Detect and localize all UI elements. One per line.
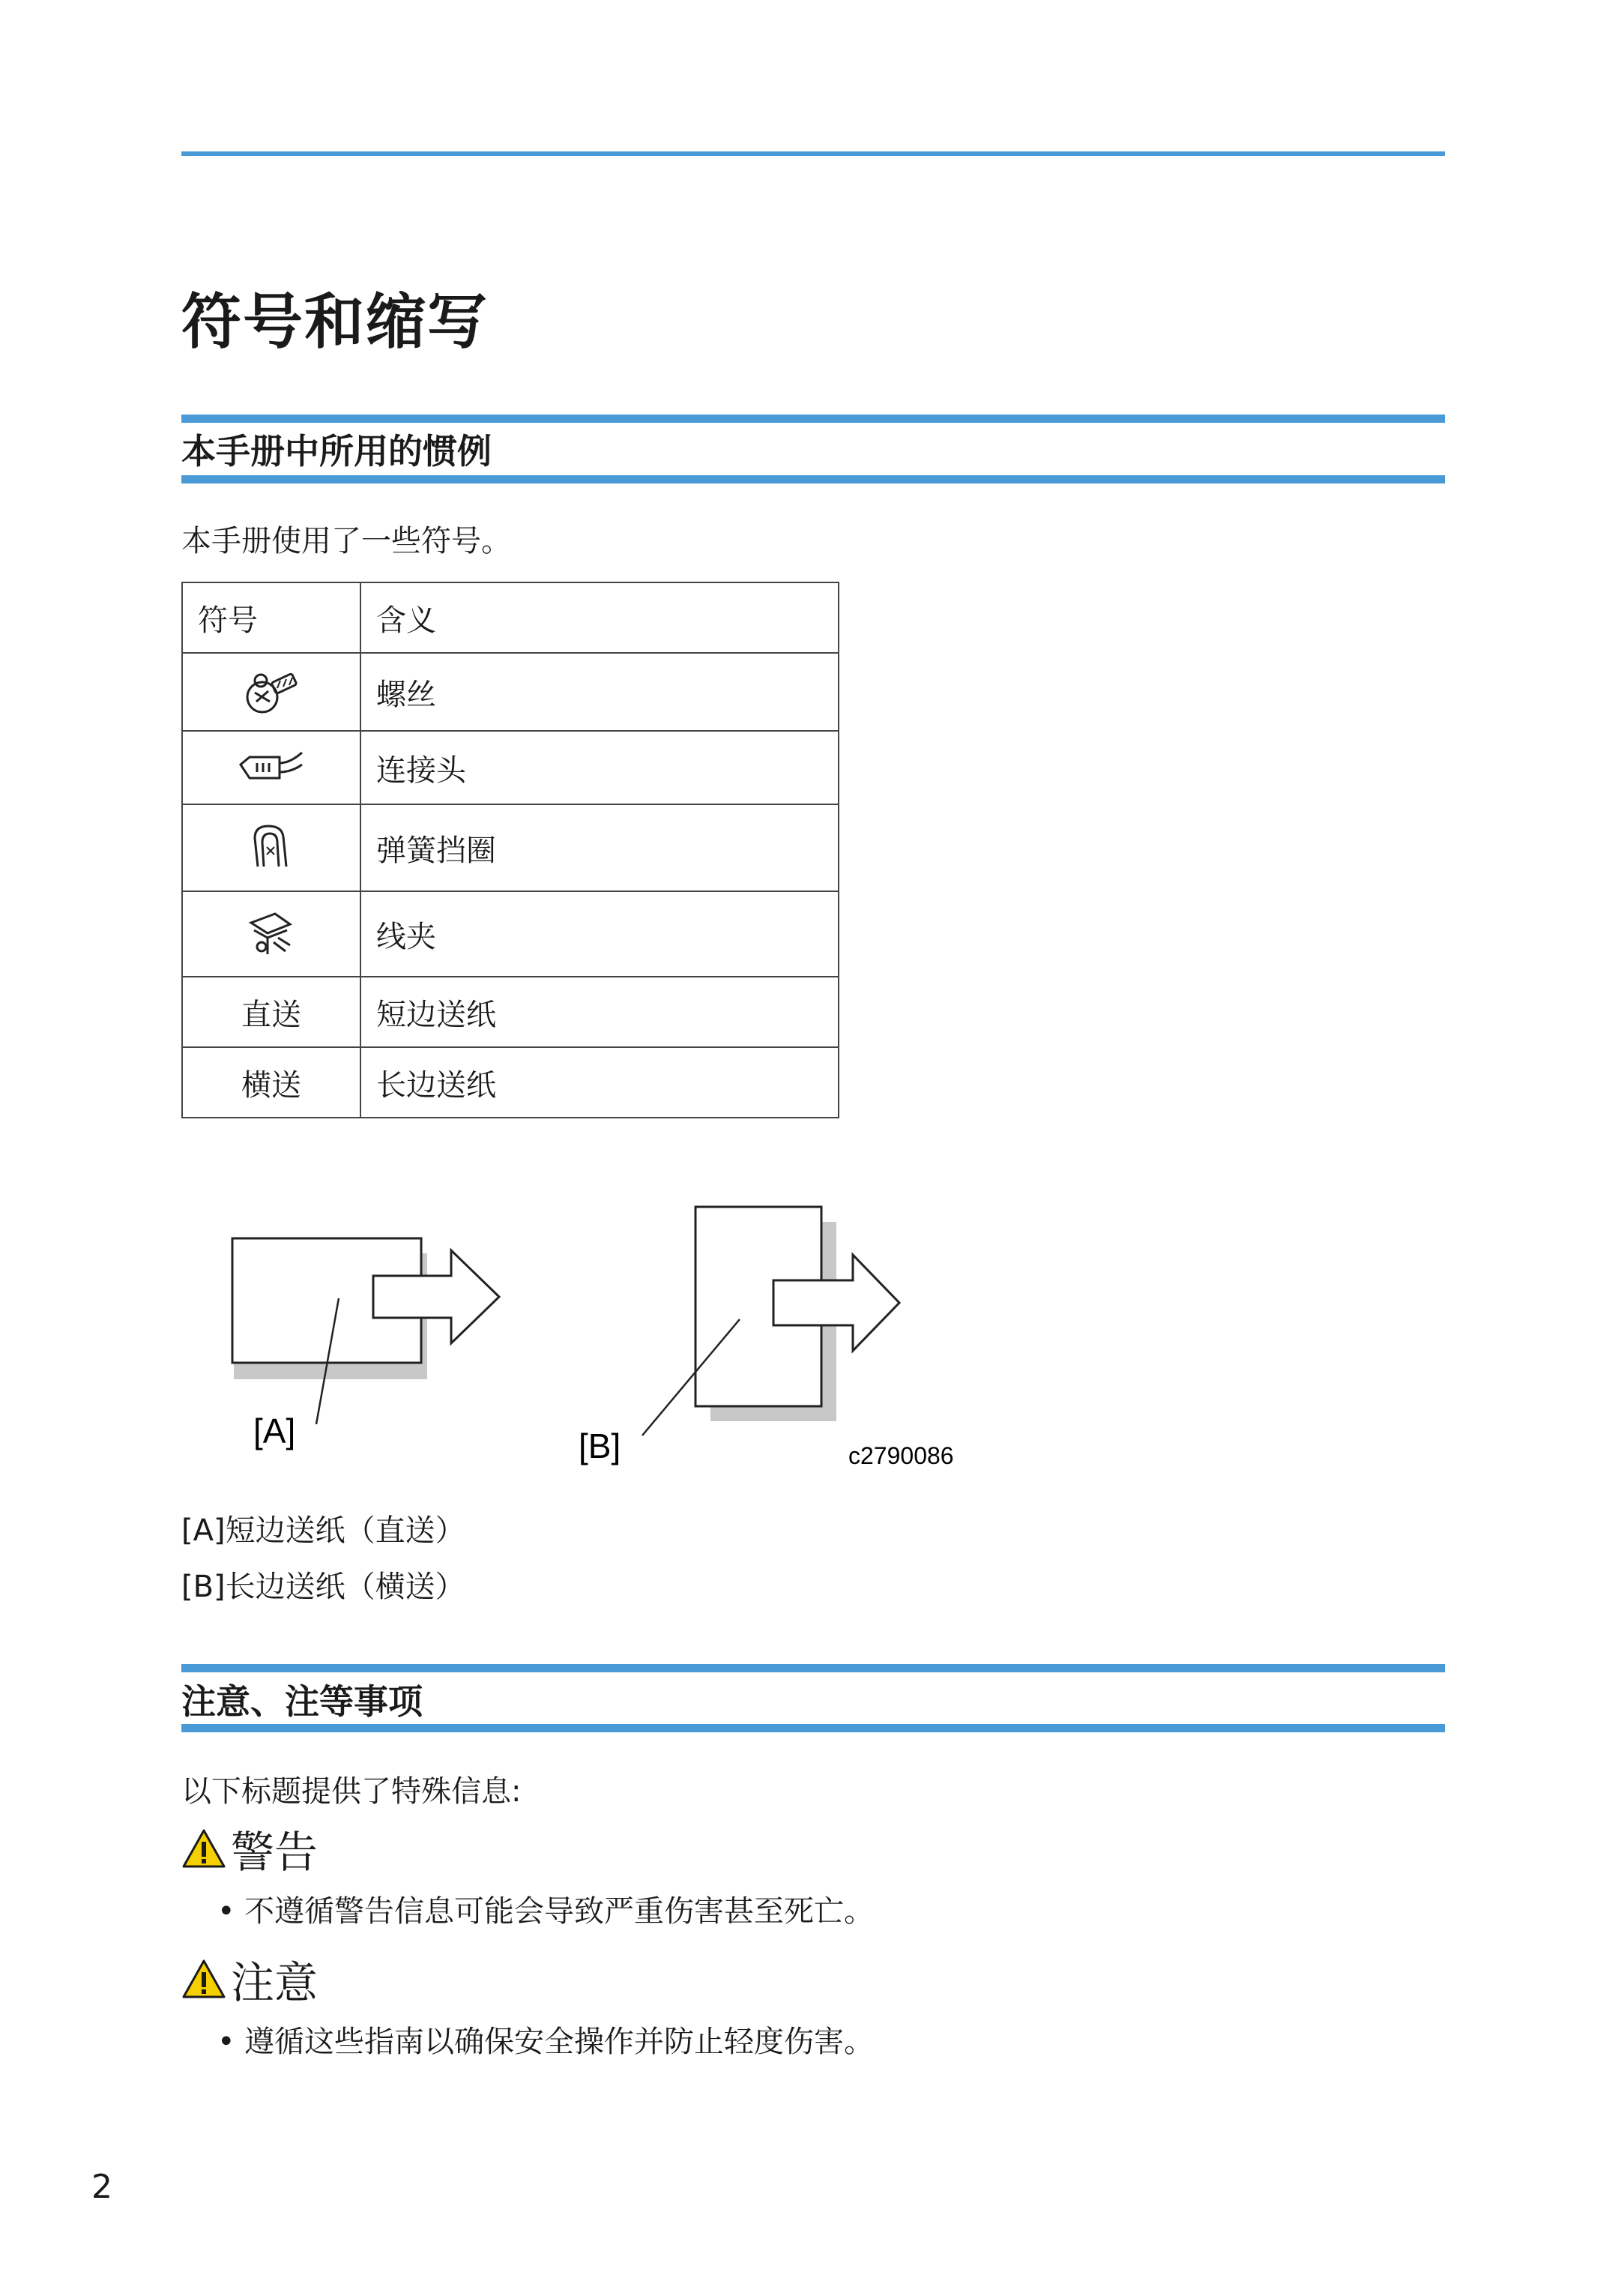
caption-b: [B]长边送纸（横送） [181,1570,465,1604]
connector-icon [238,747,305,789]
screw-icon [243,666,300,718]
warning-triangle-icon [181,1959,226,1999]
feed-direction-figure [181,1184,1006,1484]
section1-bottom-rule [181,475,1445,483]
section1-heading: 本手册中所用的惯例 [181,431,492,471]
row-meaning: 短边送纸 [360,977,839,1047]
table-row [182,1047,839,1118]
warning-heading [181,1817,318,1880]
section2-heading: 注意、注等事项 [181,1681,423,1722]
table-row [182,804,839,891]
top-rule [181,151,1445,156]
bullet-dot: • [217,1894,235,1929]
caution-bullet-text: 遵循这些指南以确保安全操作并防止轻度伤害。 [244,2025,874,2059]
bullet-dot: • [217,2025,235,2059]
row-symbol: 横送 [182,1047,360,1118]
table-row [182,977,839,1047]
caution-title: 注意 [231,1957,319,2008]
warning-bullet-text: 不遵循警告信息可能会导致严重伤害甚至死亡。 [244,1894,874,1929]
section1-intro: 本手册使用了一些符号。 [181,524,511,558]
section1-top-rule [181,415,1445,423]
table-header-row [182,582,839,653]
warning-bullet [217,1887,874,1930]
caution-bullet [217,2018,874,2061]
page-title: 符号和缩写 [181,287,489,357]
figure-code: c2790086 [848,1442,954,1469]
caption-a: [A]短边送纸（直送） [181,1513,465,1548]
table-row [182,731,839,804]
caution-heading [181,1947,318,2010]
header-symbol: 符号 [182,582,360,653]
table-row [182,653,839,731]
section2-bottom-rule [181,1724,1445,1732]
table-row [182,891,839,977]
symbols-table [181,582,839,1118]
warning-title: 警告 [231,1827,319,1878]
warning-triangle-icon [181,1828,226,1869]
figure-a-label: [A] [253,1411,296,1450]
figure-b-label: [B] [579,1426,621,1465]
row-meaning: 螺丝 [360,653,839,731]
row-meaning: 弹簧挡圈 [360,804,839,891]
section2-top-rule [181,1664,1445,1672]
row-meaning: 线夹 [360,891,839,977]
snap-ring-icon [249,822,294,874]
row-meaning: 长边送纸 [360,1047,839,1118]
clamp-icon [245,908,298,960]
row-symbol: 直送 [182,977,360,1047]
header-meaning: 含义 [360,582,839,653]
row-meaning: 连接头 [360,731,839,804]
page-number: 2 [91,2168,112,2206]
section2-intro: 以下标题提供了特殊信息: [181,1774,522,1809]
